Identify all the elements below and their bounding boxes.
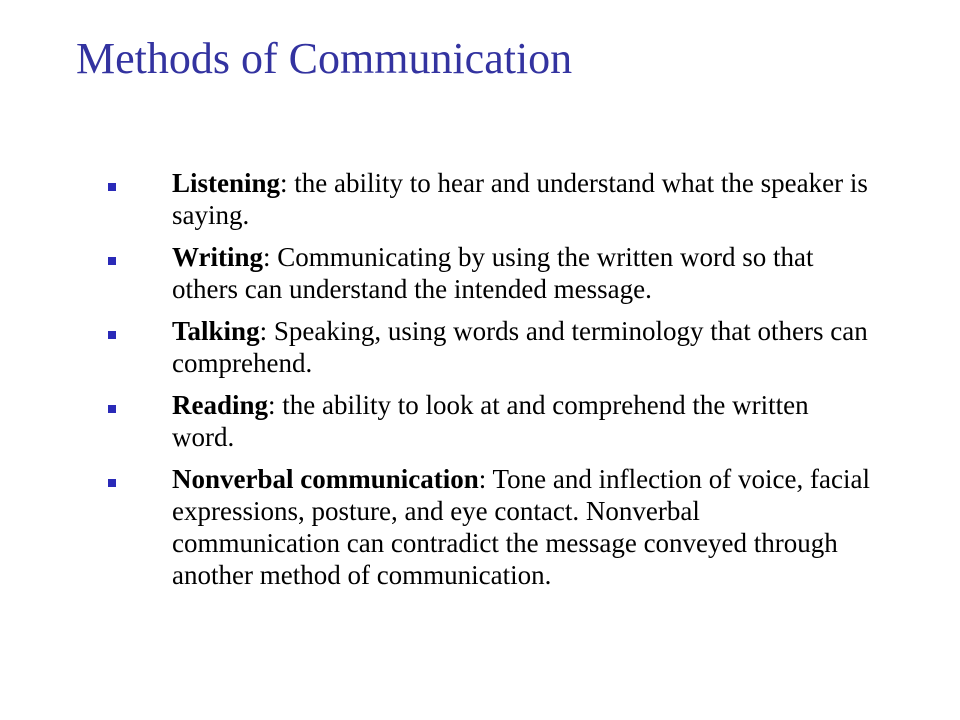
bullet-item-listening (104, 167, 874, 231)
bullet-item-writing (104, 241, 874, 305)
square-bullet-icon (108, 183, 116, 191)
bullet-term: Reading (172, 390, 269, 420)
bullet-item-talking (104, 315, 874, 379)
slide-title: Methods of Communication (76, 34, 573, 83)
bullet-item-nonverbal-communication (104, 463, 874, 591)
bullet-term: Listening (172, 168, 281, 198)
square-bullet-icon (108, 257, 116, 265)
bullet-text: : Tone and inflection of voice, facial expressions, posture, and eye contact. Nonverbal communication can contradict the message conveyed through another method of communication. (172, 464, 870, 590)
bullet-term: Writing (172, 242, 264, 272)
bullet-term: Talking (172, 316, 260, 346)
bullet-text: : Communicating by using the written word so that others can understand the intended message. (172, 242, 814, 304)
square-bullet-icon (108, 479, 116, 487)
square-bullet-icon (108, 405, 116, 413)
bullet-text: : Speaking, using words and terminology that others can comprehend. (172, 316, 868, 378)
bullet-text: : the ability to look at and comprehend the written word. (172, 390, 809, 452)
bullet-item-reading (104, 389, 874, 453)
bullet-list (104, 167, 874, 601)
bullet-text: : the ability to hear and understand what the speaker is saying. (172, 168, 868, 230)
bullet-term: Nonverbal communication (172, 464, 479, 494)
square-bullet-icon (108, 331, 116, 339)
